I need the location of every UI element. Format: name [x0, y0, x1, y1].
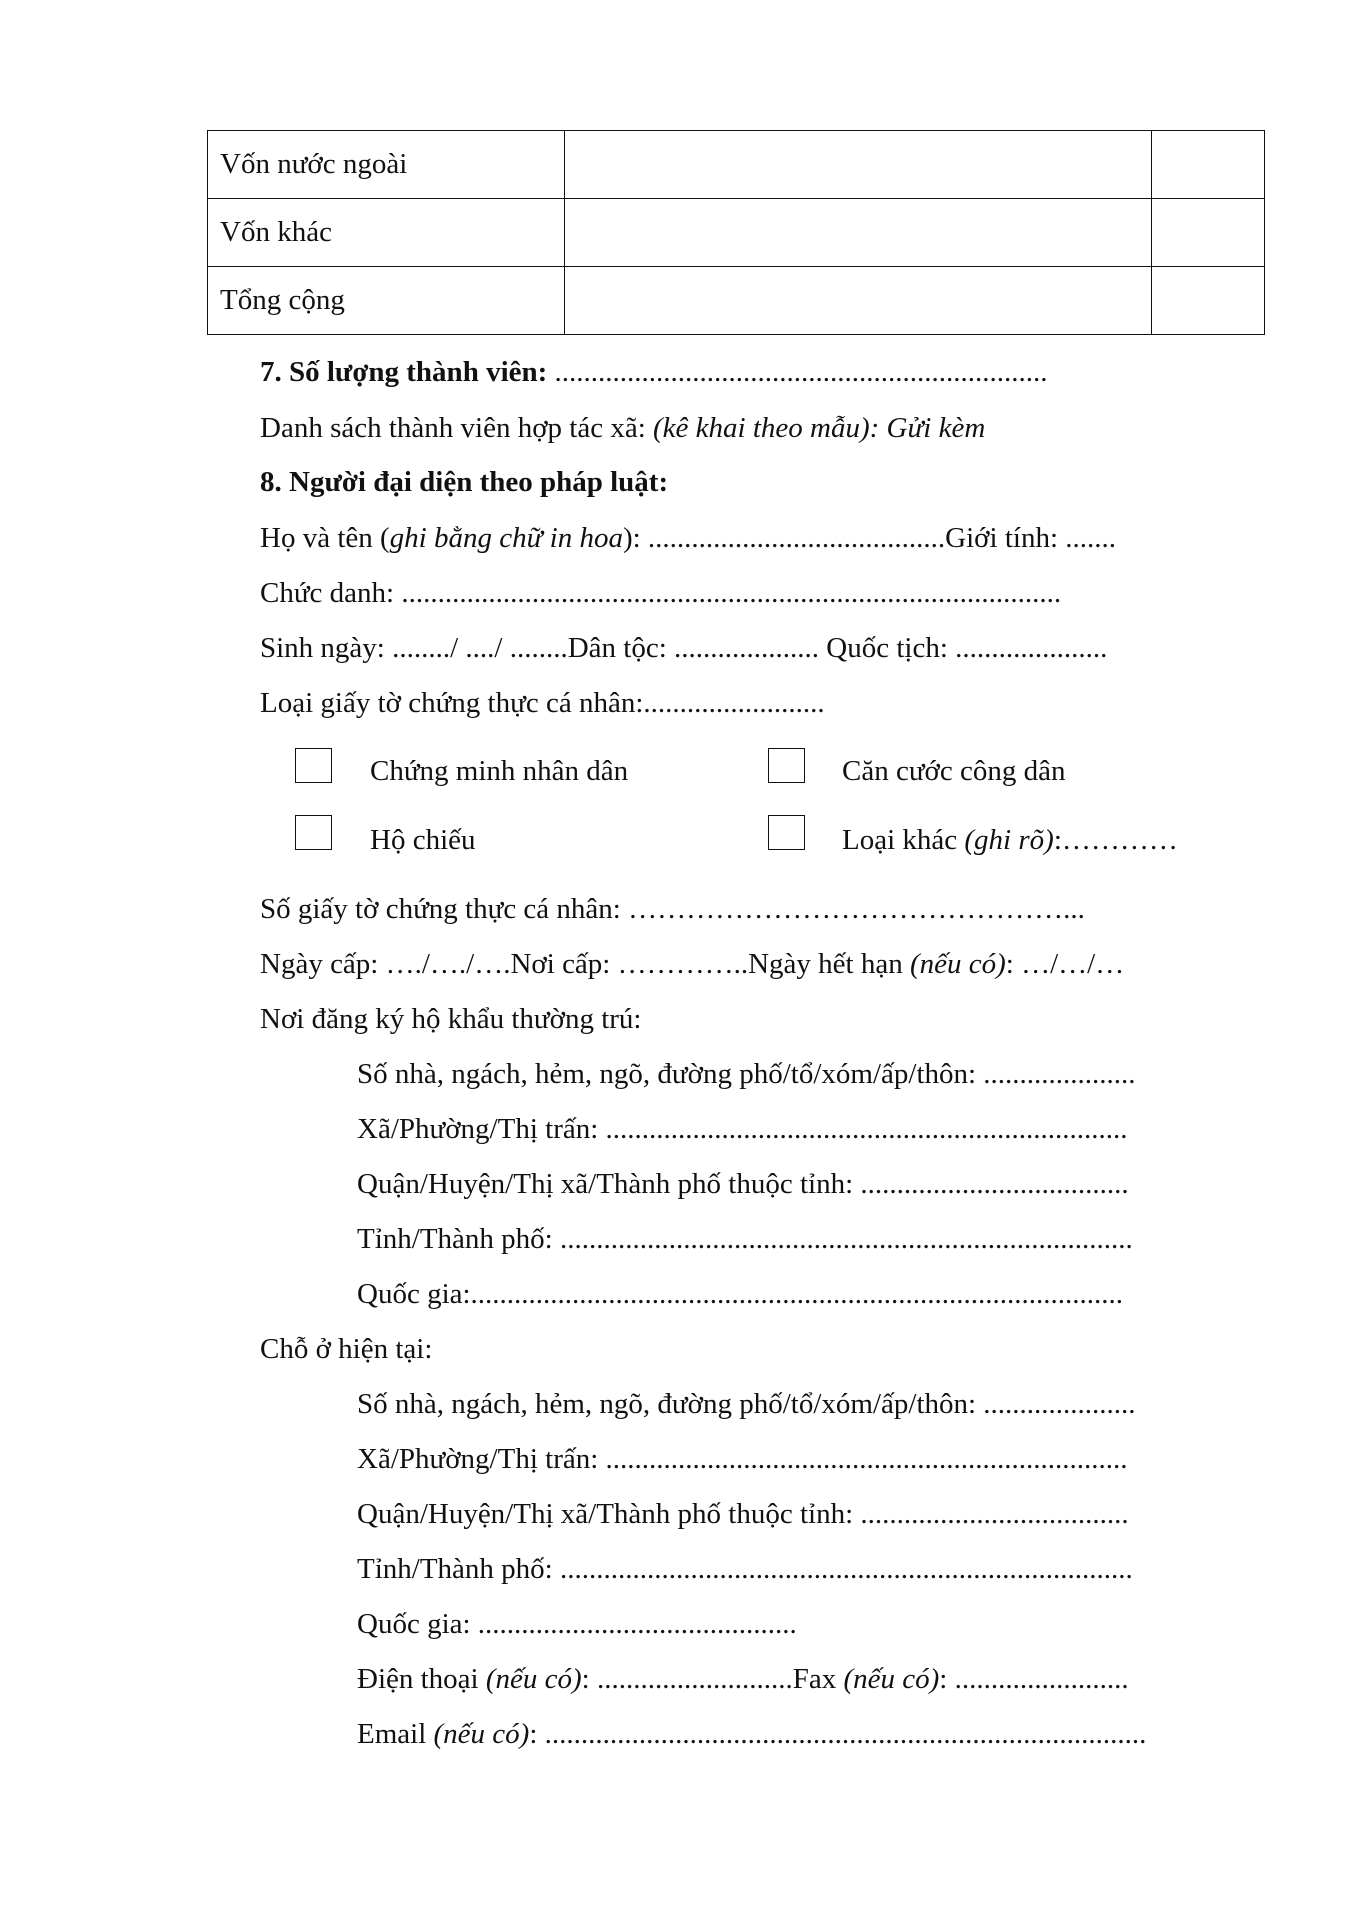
email-line [357, 1714, 1146, 1754]
checkbox-citizen-id[interactable] [768, 748, 805, 783]
birth-ethnicity-nationality-field[interactable]: Sinh ngày: ......../ ..../ ........Dân tộc: .................... Quốc tịch: ..................... [260, 632, 1108, 664]
table-cell-label: Tổng cộng [208, 267, 565, 335]
checkbox-citizen-id-label: Căn cước công dân [842, 755, 1066, 787]
table-cell-value[interactable] [565, 267, 1152, 335]
id-number-field[interactable]: Số giấy tờ chứng thực cá nhân: ………………………………………... [260, 893, 1085, 925]
full-name-label: Họ và tên ( [260, 522, 390, 554]
section-8-title: 8. Người đại diện theo pháp luật: [260, 466, 669, 498]
current-ward-field[interactable]: Xã/Phường/Thị trấn: ........................................................................ [357, 1443, 1128, 1475]
other-field[interactable]: :………… [1053, 824, 1178, 856]
issue-expiry-hint: (nếu có) [909, 948, 1006, 980]
table-cell-label: Vốn khác [208, 199, 565, 267]
capital-table [207, 130, 1265, 335]
fax-field[interactable]: : ........................ [939, 1663, 1129, 1695]
current-residence-title: Chỗ ở hiện tại: [260, 1333, 433, 1365]
permanent-country-field[interactable]: Quốc gia:.......................................................................................... [357, 1278, 1124, 1310]
phone-fax-field[interactable]: : ...........................Fax [581, 1663, 844, 1695]
table-cell-extra[interactable] [1152, 199, 1265, 267]
checkbox-id-card-label: Chứng minh nhân dân [370, 755, 629, 787]
full-name-hint: ghi bằng chữ in hoa [389, 522, 623, 554]
checkbox-other[interactable] [768, 815, 805, 850]
issue-line [260, 944, 1124, 984]
current-province-field[interactable]: Tỉnh/Thành phố: ............................................................................... [357, 1553, 1133, 1585]
member-list-note: (kê khai theo mẫu): Gửi kèm [653, 412, 986, 444]
checkbox-passport[interactable] [295, 815, 332, 850]
table-cell-value[interactable] [565, 131, 1152, 199]
checkbox-id-card[interactable] [295, 748, 332, 783]
full-name-line [260, 518, 1116, 558]
expiry-field[interactable]: : …/…/… [1005, 948, 1125, 980]
table-row [208, 199, 1265, 267]
permanent-province-field[interactable]: Tỉnh/Thành phố: ............................................................................... [357, 1223, 1133, 1255]
section-7-title: 7. Số lượng thành viên: [260, 356, 548, 388]
table-row [208, 267, 1265, 335]
table-cell-extra[interactable] [1152, 131, 1265, 199]
email-field[interactable]: : ................................................................................... [529, 1718, 1147, 1750]
current-district-field[interactable]: Quận/Huyện/Thị xã/Thành phố thuộc tỉnh: ..................................... [357, 1498, 1129, 1530]
other-hint: (ghi rõ) [964, 824, 1054, 856]
member-list-line [260, 408, 985, 448]
email-hint: (nếu có) [433, 1718, 530, 1750]
member-list-label: Danh sách thành viên hợp tác xã: [260, 412, 654, 444]
member-count-field[interactable]: .................................................................... [547, 356, 1048, 388]
phone-hint: (nếu có) [485, 1663, 582, 1695]
full-name-gender-field[interactable]: ): .........................................Giới tính: ....... [622, 522, 1116, 554]
table-row [208, 131, 1265, 199]
permanent-street-field[interactable]: Số nhà, ngách, hẻm, ngõ, đường phố/tổ/xóm/ấp/thôn: ..................... [357, 1058, 1136, 1090]
id-type-label: Loại giấy tờ chứng thực cá nhân:......................... [260, 687, 825, 719]
permanent-ward-field[interactable]: Xã/Phường/Thị trấn: ........................................................................ [357, 1113, 1128, 1145]
section-7-line [260, 352, 1048, 392]
other-label: Loại khác [842, 824, 965, 856]
table-cell-extra[interactable] [1152, 267, 1265, 335]
table-cell-label: Vốn nước ngoài [208, 131, 565, 199]
table-cell-value[interactable] [565, 199, 1152, 267]
current-country-field[interactable]: Quốc gia: ............................................ [357, 1608, 797, 1640]
permanent-district-field[interactable]: Quận/Huyện/Thị xã/Thành phố thuộc tỉnh: ..................................... [357, 1168, 1129, 1200]
checkbox-passport-label: Hộ chiếu [370, 824, 476, 856]
fax-hint: (nếu có) [843, 1663, 940, 1695]
permanent-residence-title: Nơi đăng ký hộ khẩu thường trú: [260, 1003, 642, 1035]
current-street-field[interactable]: Số nhà, ngách, hẻm, ngõ, đường phố/tổ/xóm/ấp/thôn: ..................... [357, 1388, 1136, 1420]
checkbox-other-label [842, 820, 1178, 860]
email-label: Email [357, 1718, 434, 1750]
phone-fax-line [357, 1659, 1129, 1699]
phone-label: Điện thoại [357, 1663, 486, 1695]
issue-date-place-field[interactable]: Ngày cấp: …./…./….Nơi cấp: …………..Ngày hết hạn [260, 948, 910, 980]
position-field[interactable]: Chức danh: ........................................................................................... [260, 577, 1062, 609]
